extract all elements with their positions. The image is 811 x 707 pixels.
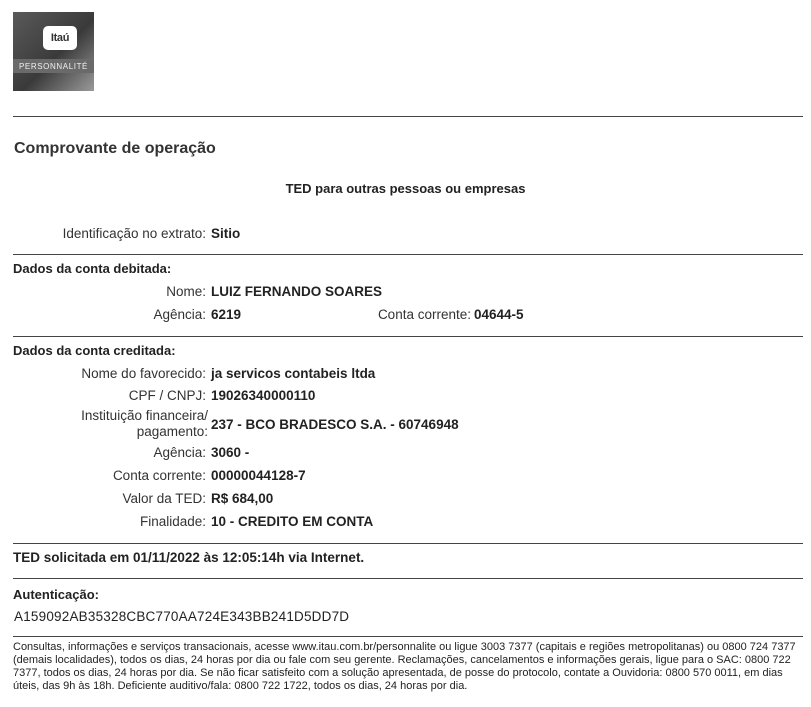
debitada-conta-label: Conta corrente: (377, 307, 471, 322)
itau-personnalite-logo (13, 12, 94, 91)
cpf-cnpj-value: 19026340000110 (211, 388, 316, 403)
instituicao-label (81, 408, 208, 440)
finalidade-label: Finalidade: (139, 514, 206, 529)
divider (13, 578, 803, 579)
footer-disclaimer: Consultas, informações e serviços transacionais, acesse www.itau.com.br/personnalite ou ligue 3003 7377 (capitais e regiões metropolitanas) ou 0800 724 7377 (demais localidades), todos os dias, 24 horas por dia ou fale com seu gerente. Reclamações, cancelamentos e informações gerais, ligue para o SAC: 0800 722 7377, todos os dias, 24 horas por dia. Se não ficar satisfeito com a solução apresentada, de posse do protocolo, contate a Ouvidoria: 0800 570 0011, em dias úteis, das 9h às 18h. Deficiente auditivo/fala: 0800 722 1722, todos os dias, 24 horas por dia. (13, 641, 796, 692)
page-title: Comprovante de operação (14, 140, 216, 157)
valor-ted-value: R$ 684,00 (211, 491, 274, 506)
debitada-conta-value: 04644-5 (474, 307, 524, 322)
debitada-nome-value: LUIZ FERNANDO SOARES (211, 284, 383, 299)
divider (13, 254, 803, 255)
creditada-conta-value: 00000044128-7 (211, 468, 306, 483)
favorecido-value: ja servicos contabeis ltda (211, 366, 376, 381)
operation-type: TED para outras pessoas ou empresas (285, 181, 526, 196)
divider (13, 336, 803, 337)
instituicao-value: 237 - BCO BRADESCO S.A. - 60746948 (211, 417, 459, 432)
favorecido-label: Nome do favorecido: (81, 366, 206, 381)
logo-brand: Itaú (43, 26, 77, 50)
autenticacao-code: A159092AB35328CBC770AA724E343BB241D5DD7D (14, 609, 350, 624)
divider (13, 116, 803, 117)
divider (13, 636, 803, 637)
debitada-agencia-label: Agência: (153, 307, 206, 322)
creditada-heading: Dados da conta creditada: (13, 343, 176, 358)
debitada-nome-label: Nome: (166, 284, 206, 299)
cpf-cnpj-label: CPF / CNPJ: (128, 388, 206, 403)
logo-tagline: PERSONNALITÉ (13, 59, 94, 73)
valor-ted-label: Valor da TED: (122, 491, 206, 506)
finalidade-value: 10 - CREDITO EM CONTA (211, 514, 374, 529)
creditada-agencia-value: 3060 - (211, 445, 250, 460)
debitada-agencia-value: 6219 (211, 307, 242, 322)
solicitacao-text: TED solicitada em 01/11/2022 às 12:05:14h via Internet. (13, 550, 365, 565)
identificacao-value: Sitio (211, 226, 241, 241)
divider (13, 543, 803, 544)
creditada-agencia-label: Agência: (153, 445, 206, 460)
instituicao-label-line-2: pagamento: (136, 424, 208, 439)
instituicao-label-line-1: Instituição financeira/ (81, 408, 208, 423)
autenticacao-label: Autenticação: (13, 587, 99, 602)
identificacao-label: Identificação no extrato: (62, 226, 206, 241)
creditada-conta-label: Conta corrente: (112, 468, 206, 483)
debitada-heading: Dados da conta debitada: (13, 261, 172, 276)
